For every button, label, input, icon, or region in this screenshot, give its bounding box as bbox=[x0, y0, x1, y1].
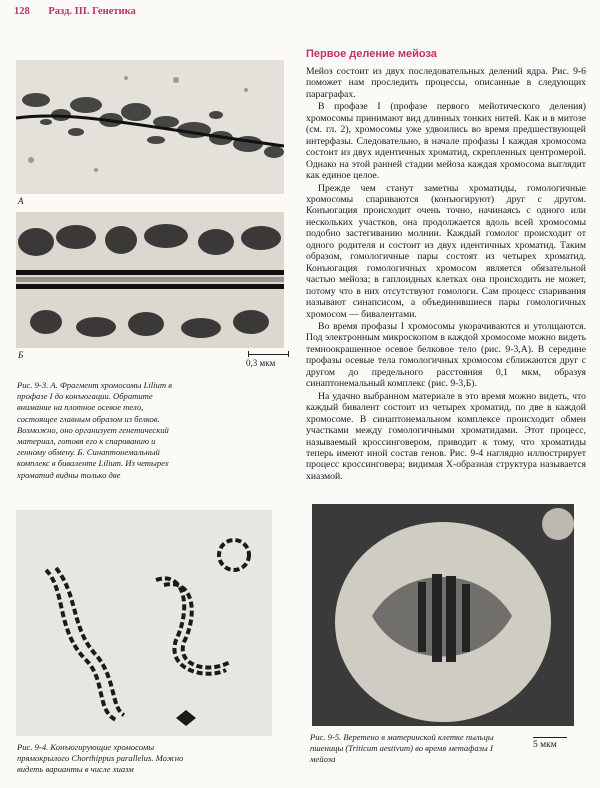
caption-9-5: Рис. 9-5. Веретено в материнской клетке пыльцы пшеницы (Triticum aestivum) во время метафазы I мейоза bbox=[310, 732, 494, 765]
paragraph: Мейоз состоит из двух последовательных делений ядра. Рис. 9-6 поможет нам проследить процессы, описанные в следующих параграфах. bbox=[306, 66, 586, 100]
running-head: Разд. III. Генетика bbox=[48, 6, 136, 17]
paragraph: Прежде чем станут заметны хроматиды, гомологичные хромосомы спариваются (конъюгируют) друг с другом. Конъюгация происходит очень точно, начинаясь с одного или нескольких участков, она продолжается вдоль всей хромосомы подобно застегиванию молнии. Каждый гомолог происходит от одного родителя и состоит из двух идентичных хроматид. Таким образом, гомологичные пары состоят из четырех хроматид. Конъюгация гомологичных хромосом является обязательной частью мейоза; в гаплоидных клетках она происходить не может, потому что в них отсутствуют гомологи. Сам процесс спаривания называют синапсисом, а объединившиеся пары гомологичных хромосом — бивалентами. bbox=[306, 182, 586, 320]
article-body bbox=[306, 66, 586, 483]
scale-label-9-5: 5 мкм bbox=[533, 740, 557, 750]
page-header bbox=[14, 6, 136, 17]
section-title: Первое деление мейоза bbox=[306, 48, 437, 60]
figure-9-5-micrograph bbox=[312, 504, 574, 726]
paragraph: Во время профазы I хромосомы укорачиваются и утолщаются. Под электронным микроскопом в каждой хромосоме можно видеть темноокрашенное осевое белковое тело (рис. 9-3,А). В середине профазы осевые тела гомологичных хромосом сближаются друг с другом до предельного расстояния 0,1 мкм, образуя синаптонемальный комплекс (рис. 9-3,Б). bbox=[306, 320, 586, 390]
caption-9-4: Рис. 9-4. Конъюгирующие хромосомы прямокрылого Chorthippus parallelus. Можно видеть варианты в числе хиазм bbox=[17, 742, 184, 775]
scale-label-9-3: 0,3 мкм bbox=[246, 358, 276, 368]
paragraph: В профазе I (профазе первого мейотического деления) хромосомы принимают вид длинных тонких нитей. Как и в митозе (см. гл. 2), хромосомы уже удвоились во время предшествующей интерфазы. Следовательно, в начале профазы I каждая хромосома состоит из двух идентичных хроматид, скрепленных центромерой. Однако на этой ранней стадии мейоза каждая хромосома выглядит как единое целое. bbox=[306, 101, 586, 182]
figure-9-4-micrograph bbox=[16, 510, 272, 736]
scale-bar-9-5 bbox=[533, 740, 557, 750]
figure-label-a: А bbox=[18, 196, 24, 206]
page-number: 128 bbox=[14, 6, 30, 17]
figure-9-3a-micrograph bbox=[16, 60, 284, 194]
figure-label-b: Б bbox=[18, 350, 24, 360]
scale-bar-9-3 bbox=[246, 358, 275, 368]
figure-9-3b-micrograph bbox=[16, 212, 284, 348]
paragraph: На удачно выбранном материале в это время можно видеть, что каждый бивалент состоит из четырех хроматид, по две в каждой хромосоме. В синаптонемальном комплексе происходит обмен участками между гомологичными хроматидами. Этот процесс, называемый кроссинговером, приводит к тому, что хроматиды теперь имеют иной состав генов. Рис. 9-4 наглядно иллюстрирует процесс кроссинговера; видимая X-образная структура называется хиазмой. bbox=[306, 390, 586, 482]
caption-9-3: Рис. 9-3. А. Фрагмент хромосомы Lilium в профазе I до конъюгации. Обратите внимание на плотное осевое тело, состоящее главным образом из белков. Возможно, оно организует генетический материал, готовя его к спариванию и генному обмену. Б. Синаптонемальный комплекс в биваленте Lilium. Из четырех хроматид видны только две bbox=[17, 380, 172, 480]
